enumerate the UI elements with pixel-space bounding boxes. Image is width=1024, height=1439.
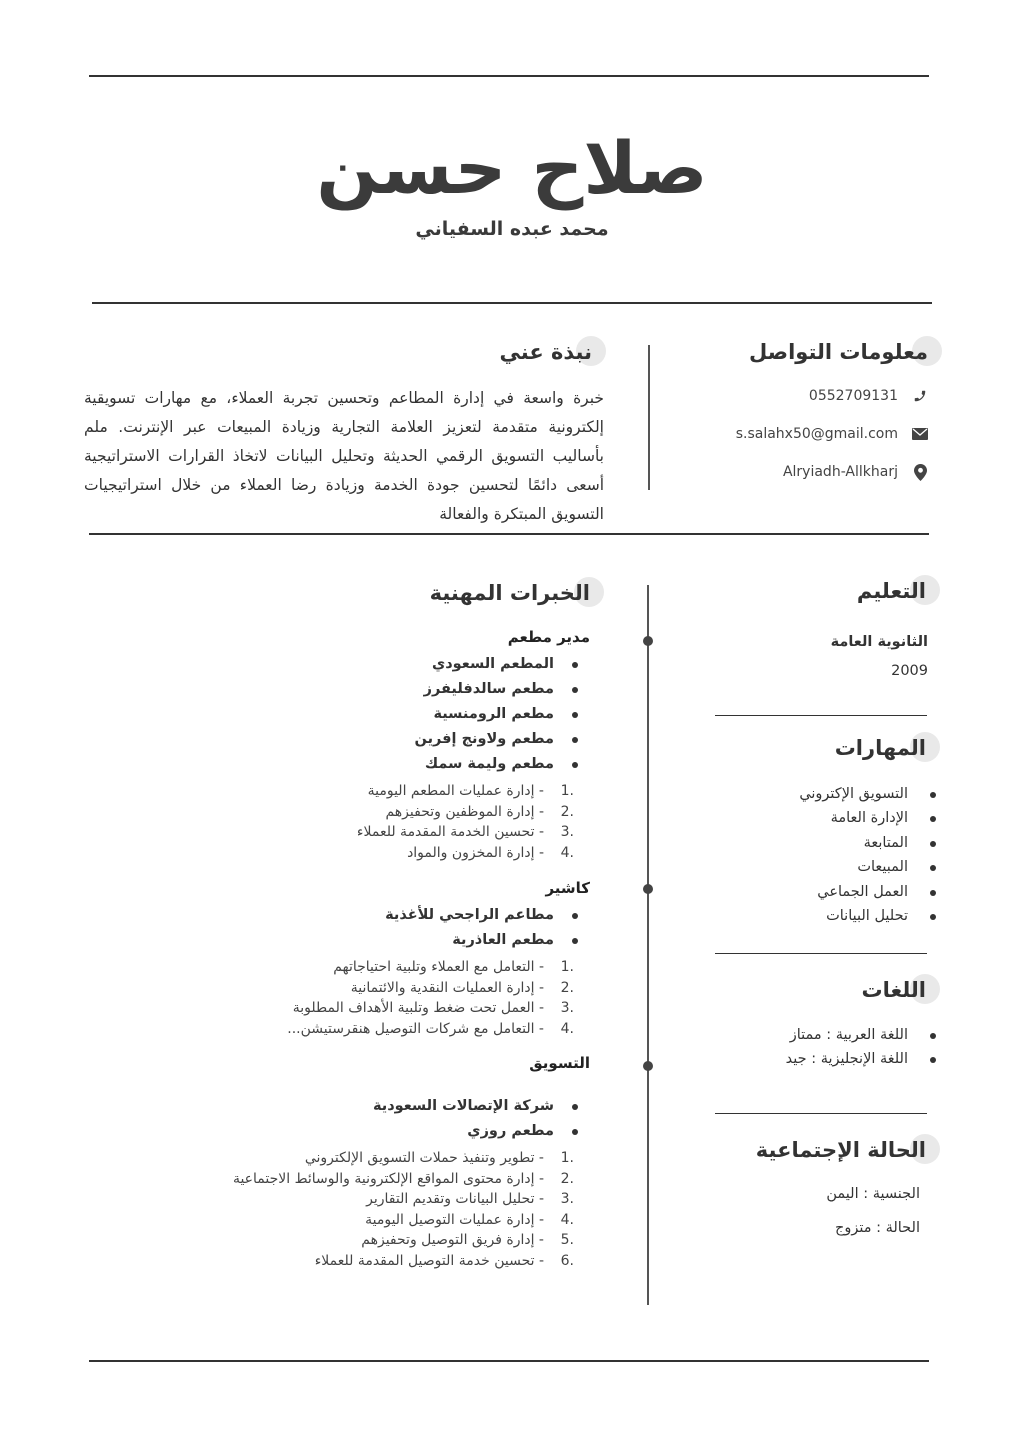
task-text: - تحسين خدمة التوصيل المقدمة للعملاء xyxy=(314,1252,544,1269)
list-item: مطعم الرومنسية xyxy=(357,702,584,727)
mail-icon xyxy=(912,426,928,442)
bottom-divider xyxy=(89,1360,929,1362)
section-divider xyxy=(715,1113,927,1114)
task-text: - إدارة عمليات المطعم اليومية xyxy=(367,783,544,799)
job-tasks xyxy=(233,1148,590,1271)
about-title-text: نبذة عني xyxy=(499,340,592,364)
job-block xyxy=(233,1054,590,1271)
task-text: - التعامل مع العملاء وتلبية احتياجاتهم xyxy=(333,959,544,975)
header-divider xyxy=(92,302,932,304)
job-tasks xyxy=(357,781,590,863)
task-number: .1 xyxy=(560,1150,574,1166)
task-text: - إدارة عمليات التوصيل اليومية xyxy=(365,1211,544,1228)
about-text: خبرة واسعة في إدارة المطاعم وتحسين تجربة العملاء، مع مهارات تسويقية إلكترونية متقدمة لتعزيز العلامة التجارية وزيادة المبيعات عبر الإنترنت. ملم بأساليب التسويق الرقمي الحديثة وتحليل البيانات لاتخاذ القرارات الاستراتيجية أسعى دائمًا لتحسين جودة الخدمة وزيادة رضا العملاء من خلال استراتيجيات التسويق المبتكرة والفعالة xyxy=(84,389,604,523)
education-year: 2009 xyxy=(891,663,928,679)
job-role: كاشير xyxy=(545,879,590,897)
list-item: مطعم روزي xyxy=(233,1119,584,1144)
experience-title xyxy=(430,581,590,605)
about-divider xyxy=(89,533,929,535)
email-text: s.salahx50@gmail.com xyxy=(735,426,898,442)
list-item xyxy=(287,978,590,999)
contact-title-text: معلومات التواصل xyxy=(749,340,928,364)
task-text: - إدارة فريق التوصيل وتحفيزهم xyxy=(361,1232,544,1248)
section-divider xyxy=(715,715,927,716)
about-title xyxy=(500,340,592,364)
list-item xyxy=(287,957,590,978)
list-item: مطعم ولاونج إفرين xyxy=(357,727,584,752)
list-item xyxy=(233,1210,590,1231)
task-text: - التعامل مع شركات التوصيل هنقرستيشن... xyxy=(287,1020,544,1037)
list-item: مطاعم الراجحي للأغذية xyxy=(287,903,584,928)
timeline-dot xyxy=(643,1061,653,1071)
skills-list xyxy=(799,782,936,928)
timeline-dot xyxy=(643,636,653,646)
list-item xyxy=(233,1169,590,1190)
task-number: .1 xyxy=(560,783,574,799)
job-role: مدير مطعم xyxy=(507,628,590,646)
list-item: العمل الجماعي xyxy=(799,880,936,904)
contact-phone xyxy=(809,388,928,404)
timeline-line xyxy=(647,585,649,1305)
task-text: - العمل تحت ضغط وتلبية الأهداف المطلوبة xyxy=(292,1000,544,1016)
list-item: مطعم العاذرية xyxy=(287,928,584,953)
education-title-text: التعليم xyxy=(856,579,926,603)
job-places xyxy=(233,1094,590,1144)
task-text: - تطوير وتنفيذ حملات التسويق الإلكتروني xyxy=(304,1150,544,1166)
marital-status-text: الحالة : متزوج xyxy=(834,1220,920,1236)
job-block xyxy=(357,628,590,863)
list-item xyxy=(287,998,590,1019)
task-number: .3 xyxy=(560,824,574,840)
list-item: مطعم سالدفليفرز xyxy=(357,677,584,702)
contact-location xyxy=(783,464,928,480)
timeline-dot xyxy=(643,884,653,894)
contact-title xyxy=(749,340,928,364)
list-item xyxy=(233,1148,590,1169)
task-text: - إدارة العمليات النقدية والائتمانية xyxy=(350,979,544,996)
location-pin-icon xyxy=(912,464,928,480)
skills-title-text: المهارات xyxy=(834,736,926,760)
task-text: - إدارة الموظفين وتحفيزهم xyxy=(385,803,544,820)
list-item xyxy=(357,822,590,843)
task-number: .2 xyxy=(560,803,574,820)
job-role: التسويق xyxy=(529,1054,590,1072)
list-item xyxy=(357,802,590,823)
task-number: .5 xyxy=(560,1232,574,1248)
task-text: - تحسين الخدمة المقدمة للعملاء xyxy=(356,824,544,840)
list-item: اللغة الإنجليزية : جيد xyxy=(786,1047,936,1071)
task-number: .1 xyxy=(560,959,574,975)
job-places xyxy=(287,903,590,953)
list-item xyxy=(233,1230,590,1251)
phone-text: 0552709131 xyxy=(808,388,898,404)
task-number: .3 xyxy=(560,1191,574,1207)
task-number: .4 xyxy=(560,1211,574,1228)
languages-list xyxy=(786,1023,936,1072)
social-title xyxy=(756,1138,926,1162)
task-number: .4 xyxy=(560,1020,574,1037)
list-item xyxy=(357,843,590,864)
list-item: تحليل البيانات xyxy=(799,904,936,928)
list-item: مطعم وليمة سمك xyxy=(357,752,584,777)
person-subname: محمد عبده السفياني xyxy=(415,218,609,240)
education-degree: الثانوية العامة xyxy=(830,634,928,650)
job-places xyxy=(357,652,590,777)
list-item xyxy=(233,1251,590,1272)
location-text: Alryiadh-Allkharj xyxy=(782,464,898,480)
list-item xyxy=(357,781,590,802)
task-number: .2 xyxy=(560,1170,574,1187)
task-text: - إدارة محتوى المواقع الإلكترونية والوسائط الاجتماعية xyxy=(232,1170,544,1187)
top-divider xyxy=(89,75,929,77)
task-text: - تحليل البيانات وتقديم التقارير xyxy=(366,1191,544,1207)
task-text: - إدارة المخزون والمواد xyxy=(407,844,544,861)
languages-title xyxy=(862,978,927,1002)
section-divider xyxy=(715,953,927,954)
list-item xyxy=(233,1189,590,1210)
contact-email xyxy=(736,426,928,442)
job-block xyxy=(287,879,590,1039)
list-item: شركة الإتصالات السعودية xyxy=(233,1094,584,1119)
list-item: التسويق الإكتروني xyxy=(799,782,936,806)
nationality-text: الجنسية : اليمن xyxy=(826,1186,920,1202)
list-item: اللغة العربية : ممتاز xyxy=(786,1023,936,1047)
list-item: المطعم السعودي xyxy=(357,652,584,677)
task-number: .3 xyxy=(560,1000,574,1016)
phone-icon xyxy=(912,388,928,404)
list-item: المتابعة xyxy=(799,831,936,855)
list-item: المبيعات xyxy=(799,855,936,879)
experience-title-text: الخبرات المهنية xyxy=(429,581,590,605)
job-tasks xyxy=(287,957,590,1039)
education-title xyxy=(857,579,926,603)
task-number: .4 xyxy=(560,844,574,861)
languages-title-text: اللغات xyxy=(861,978,926,1002)
list-item: الإدارة العامة xyxy=(799,806,936,830)
about-vertical-divider xyxy=(648,345,650,490)
skills-title xyxy=(835,736,926,760)
social-title-text: الحالة الإجتماعية xyxy=(755,1138,926,1162)
task-number: .2 xyxy=(560,979,574,996)
list-item xyxy=(287,1019,590,1040)
task-number: .6 xyxy=(560,1252,574,1269)
person-name: صلاح حسن xyxy=(316,126,708,210)
